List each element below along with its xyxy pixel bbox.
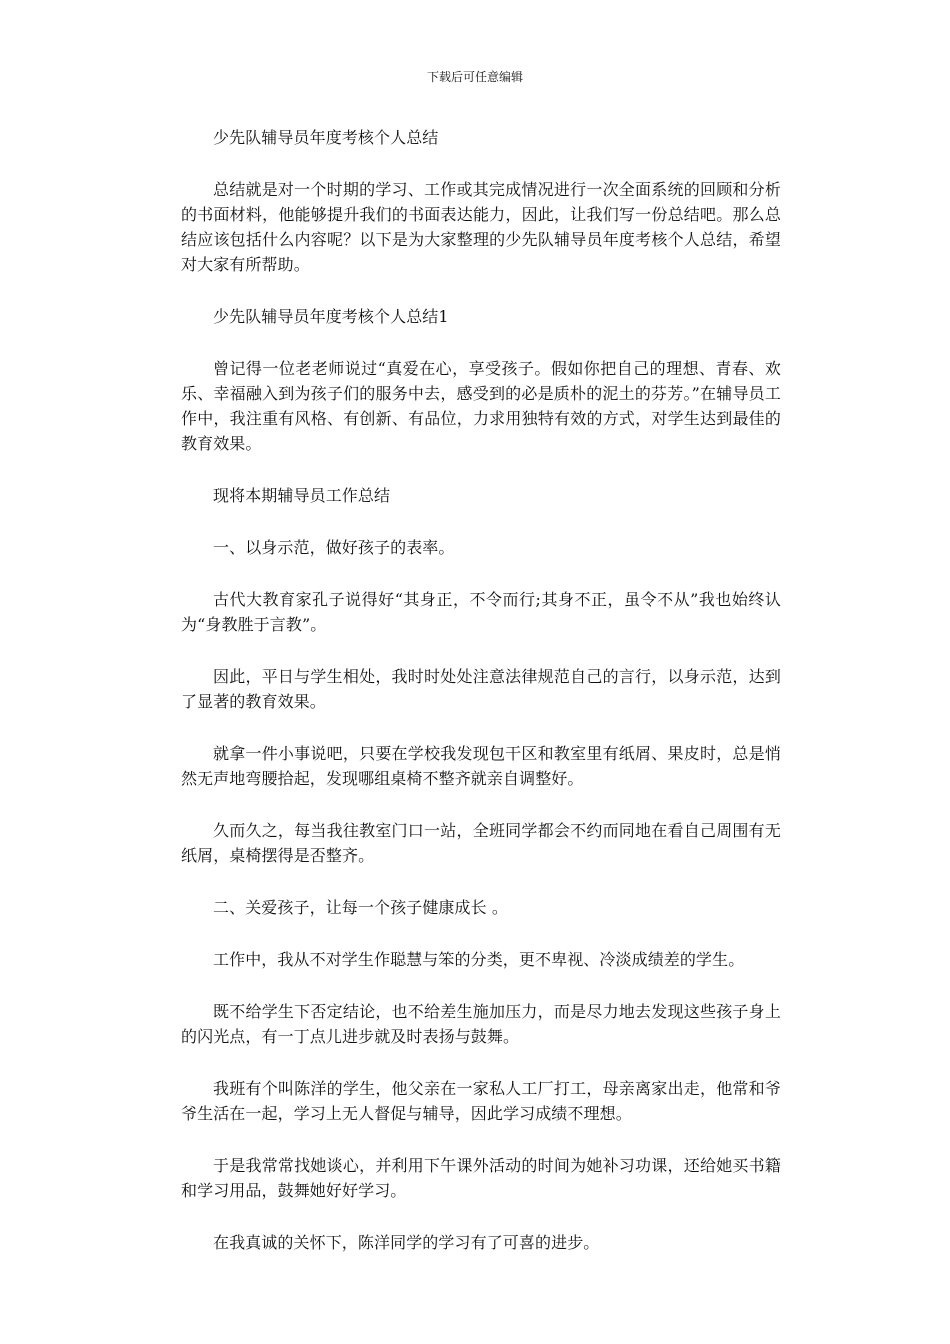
paragraph-1: 曾记得一位老老师说过“真爱在心，享受孩子。假如你把自己的理想、青春、欢乐、幸福融入到为孩子们的服务中去，感受到的必是质朴的泥土的芬芳。”在辅导员工作中，我注重有风格、有创新、有品位，力求用独特有效的方式，对学生达到最佳的教育效果。	[181, 359, 781, 453]
section-title-1: 少先队辅导员年度考核个人总结1	[213, 307, 449, 326]
intro-paragraph: 总结就是对一个时期的学习、工作或其完成情况进行一次全面系统的回顾和分析的书面材料，他能够提升我们的书面表达能力，因此，让我们写一份总结吧。那么总结应该包括什么内容呢？以下是为大家整理的少先队辅导员年度考核个人总结，希望对大家有所帮助。	[181, 180, 781, 274]
paragraph-9: 我班有个叫陈洋的学生，他父亲在一家私人工厂打工，母亲离家出走，他常和爷爷生活在一起，学习上无人督促与辅导，因此学习成绩不理想。	[181, 1079, 781, 1123]
paragraph-10: 于是我常常找她谈心，并利用下午课外活动的时间为她补习功课，还给她买书籍和学习用品，鼓舞她好好学习。	[181, 1156, 781, 1200]
section-heading-1: 一、以身示范，做好孩子的表率。	[213, 538, 455, 557]
page-header: 下载后可任意编辑	[426, 70, 523, 84]
section-heading-2: 二、关爱孩子，让每一个孩子健康成长 。	[213, 898, 508, 917]
paragraph-3: 古代大教育家孔子说得好“其身正，不令而行;其身不正，虽令不从”我也始终认为“身教胜于言教”。	[181, 590, 781, 634]
paragraph-8: 既不给学生下否定结论，也不给差生施加压力，而是尽力地去发现这些孩子身上的闪光点，有一丁点儿进步就及时表扬与鼓舞。	[181, 1002, 781, 1046]
paragraph-2: 现将本期辅导员工作总结	[213, 486, 391, 505]
document-title: 少先队辅导员年度考核个人总结	[213, 128, 439, 147]
paragraph-5: 就拿一件小事说吧，只要在学校我发现包干区和教室里有纸屑、果皮时，总是悄然无声地弯腰拾起，发现哪组桌椅不整齐就亲自调整好。	[181, 744, 781, 788]
paragraph-11: 在我真诚的关怀下，陈洋同学的学习有了可喜的进步。	[213, 1233, 600, 1252]
paragraph-7: 工作中，我从不对学生作聪慧与笨的分类，更不卑视、冷淡成绩差的学生。	[213, 950, 745, 969]
paragraph-6: 久而久之，每当我往教室门口一站，全班同学都会不约而同地在看自己周围有无纸屑，桌椅摆得是否整齐。	[181, 821, 781, 865]
document-body	[181, 125, 781, 1255]
paragraph-4: 因此，平日与学生相处，我时时处处注意法律规范自己的言行，以身示范，达到了显著的教育效果。	[181, 667, 781, 711]
